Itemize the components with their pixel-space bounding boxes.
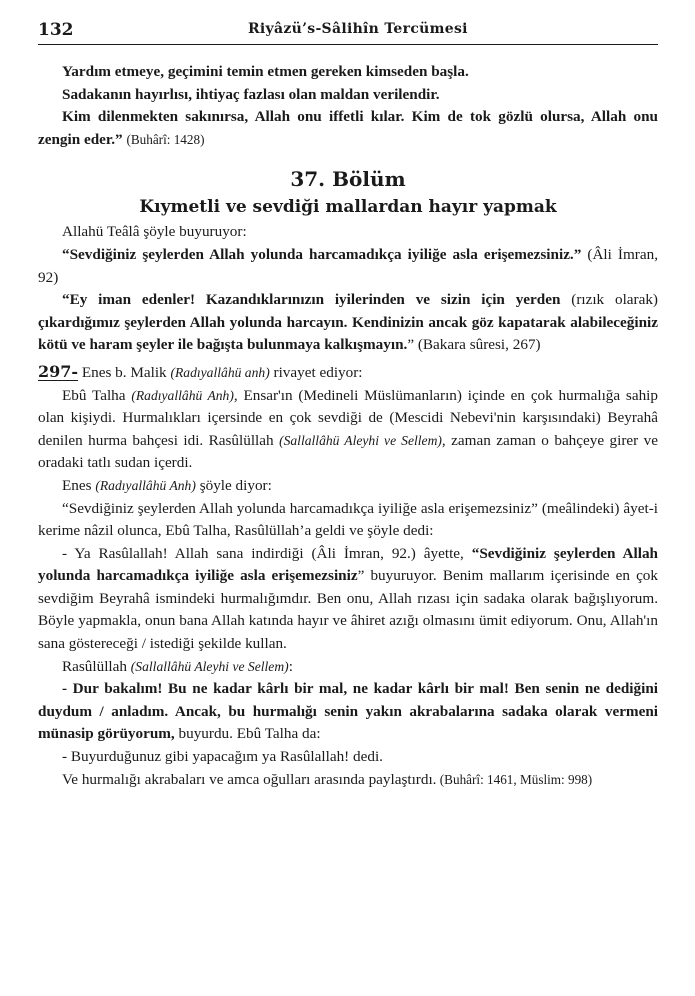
p5-honorific: (Sallallâhü Aleyhi ve Sellem)	[130, 658, 289, 674]
p8-text: Ve hurmalığı akrabaları ve amca oğulları arasında paylaştırdı.	[62, 770, 437, 788]
hadith-narrator-b: rivayet ediyor:	[269, 363, 363, 381]
hadith-paragraph-6	[38, 678, 658, 746]
intro-line-3-text: Kim dilenmekten sakınırsa, Allah onu iffetli kılar. Kim de tok gözlü olursa, Allah onu zengin eder.”	[38, 108, 658, 148]
p2-a: Enes	[62, 476, 96, 494]
p5-b: :	[288, 657, 293, 675]
hadith-number: 297-	[38, 361, 79, 381]
hadith-paragraph-1	[38, 385, 658, 475]
verse-2	[38, 289, 658, 357]
verse-2-note: (rızık olarak)	[571, 291, 658, 309]
intro-source: (Buhârî: 1428)	[126, 131, 205, 147]
intro-line-2: Sadakanın hayırlısı, ihtiyaç fazlası olan maldan verilendir.	[62, 85, 440, 103]
p1-a: Ebû Talha	[62, 386, 132, 404]
p2-honorific: (Radıyallâhü Anh)	[95, 477, 196, 493]
page-number: 132	[38, 20, 74, 40]
page-header	[38, 18, 658, 45]
book-page	[38, 18, 658, 791]
verse-1-source: (Âli İmran, 92)	[38, 245, 658, 286]
hadith-paragraph-7: - Buyurduğunuz gibi yapacağım ya Rasûlallah! dedi.	[62, 748, 383, 766]
hadith-narrator-honorific: (Radıyallâhü anh)	[170, 364, 270, 380]
p4-c: ” buyuruyor. Benim mallarım içerisinde en çok sevdiğim Beyrahâ ismindeki hurmalığımdır. Ben onu, Allah rızası için sadaka olarak bağışlıyorum. Böyle yapmakla, onun bana Allah katında hayır ve âhiret azığı olmasını ümit ediyorum. Onu, Allah'ın sana göstereceği / istediği şekilde kullan.	[38, 567, 658, 653]
p1-honorific-1: (Radıyallâhü Anh)	[131, 387, 234, 403]
verse-lead: Allahü Teâlâ şöyle buyuruyor:	[62, 223, 247, 241]
p8-source: (Buhârî: 1461, Müslim: 998)	[436, 771, 593, 787]
hadith-paragraph-3: “Sevdiğiniz şeylerden Allah yolunda harcamadıkça iyiliğe asla erişemezsiniz” (meâlindeki) âyet-i kerime nâzil olunca, Ebû Talha, Rasûlüllah’a geldi ve şöyle dedi:	[38, 499, 658, 540]
intro-line-1: Yardım etmeye, geçimini temin etmen gereken kimseden başla.	[62, 63, 469, 80]
verse-2-part-1: “Ey iman edenler! Kazandıklarınızın iyilerinden ve sizin için yerden	[62, 291, 561, 309]
p5-a: Rasûlüllah	[62, 657, 131, 675]
p6-normal: buyurdu. Ebû Talha da:	[174, 725, 321, 743]
hadith-narrator-a: Enes b. Malik	[78, 363, 171, 381]
chapter-title: 37. Bölüm	[290, 167, 406, 192]
chapter-subtitle: Kıymetli ve sevdiği mallardan hayır yapmak	[139, 197, 557, 218]
p6-bold: - Dur bakalım! Bu ne kadar kârlı bir mal, ne kadar kârlı bir mal! Ben senin ne dediğini duydum / anladım. Ancak, bu hurmalığı senin yakın akrabalarına sadaka olarak vermeni münasip görüyorum,	[38, 680, 658, 743]
running-title: Riyâzü’s-Sâlihîn Tercümesi	[248, 21, 468, 37]
hadith-heading	[38, 361, 658, 385]
hadith-paragraph-5	[38, 656, 658, 679]
verse-1	[38, 244, 658, 289]
p1-honorific-2: (Sallallâhü Aleyhi ve Sellem)	[279, 432, 442, 448]
verse-1-text: “Sevdiğiniz şeylerden Allah yolunda harcamadıkça iyiliğe asla erişemezsiniz.”	[62, 245, 582, 263]
verse-2-source: ” (Bakara sûresi, 267)	[407, 336, 541, 354]
intro-line-3	[38, 106, 658, 151]
page-body	[38, 61, 658, 791]
p2-b: şöyle diyor:	[195, 476, 272, 494]
hadith-paragraph-4	[38, 543, 658, 656]
hadith-paragraph-2	[38, 475, 658, 498]
p4-quote: “Sevdiğiniz şeylerden Allah yolunda harcamadıkça iyiliğe asla erişemezsiniz	[38, 544, 658, 585]
hadith-paragraph-8	[38, 769, 658, 792]
p1-b: , Ensar'ın (Medineli Müslümanların) içinde en çok hurmalığa sahip olan kişiydi. Hurmalıkları içersinde en çok sevdiği de (Mescidi Nebevi'nin karşısındaki) Beyrahâ denilen hurma bahçesi idi. Rasûlüllah	[38, 386, 658, 449]
p1-c: , zaman zaman o bahçeye girer ve oradaki tatlı sudan içerdi.	[38, 431, 658, 472]
p4-a: - Ya Rasûlallah! Allah sana indirdiği (Âli İmran, 92.) âyette,	[62, 544, 472, 562]
verse-2-part-2: çıkardığımız şeylerden Allah yolunda harcayın. Kendinizin ancak göz kapatarak alabileceğiniz kötü ve haram şeyler ile bağışta bulunmaya kalkışmayın.	[38, 313, 658, 354]
